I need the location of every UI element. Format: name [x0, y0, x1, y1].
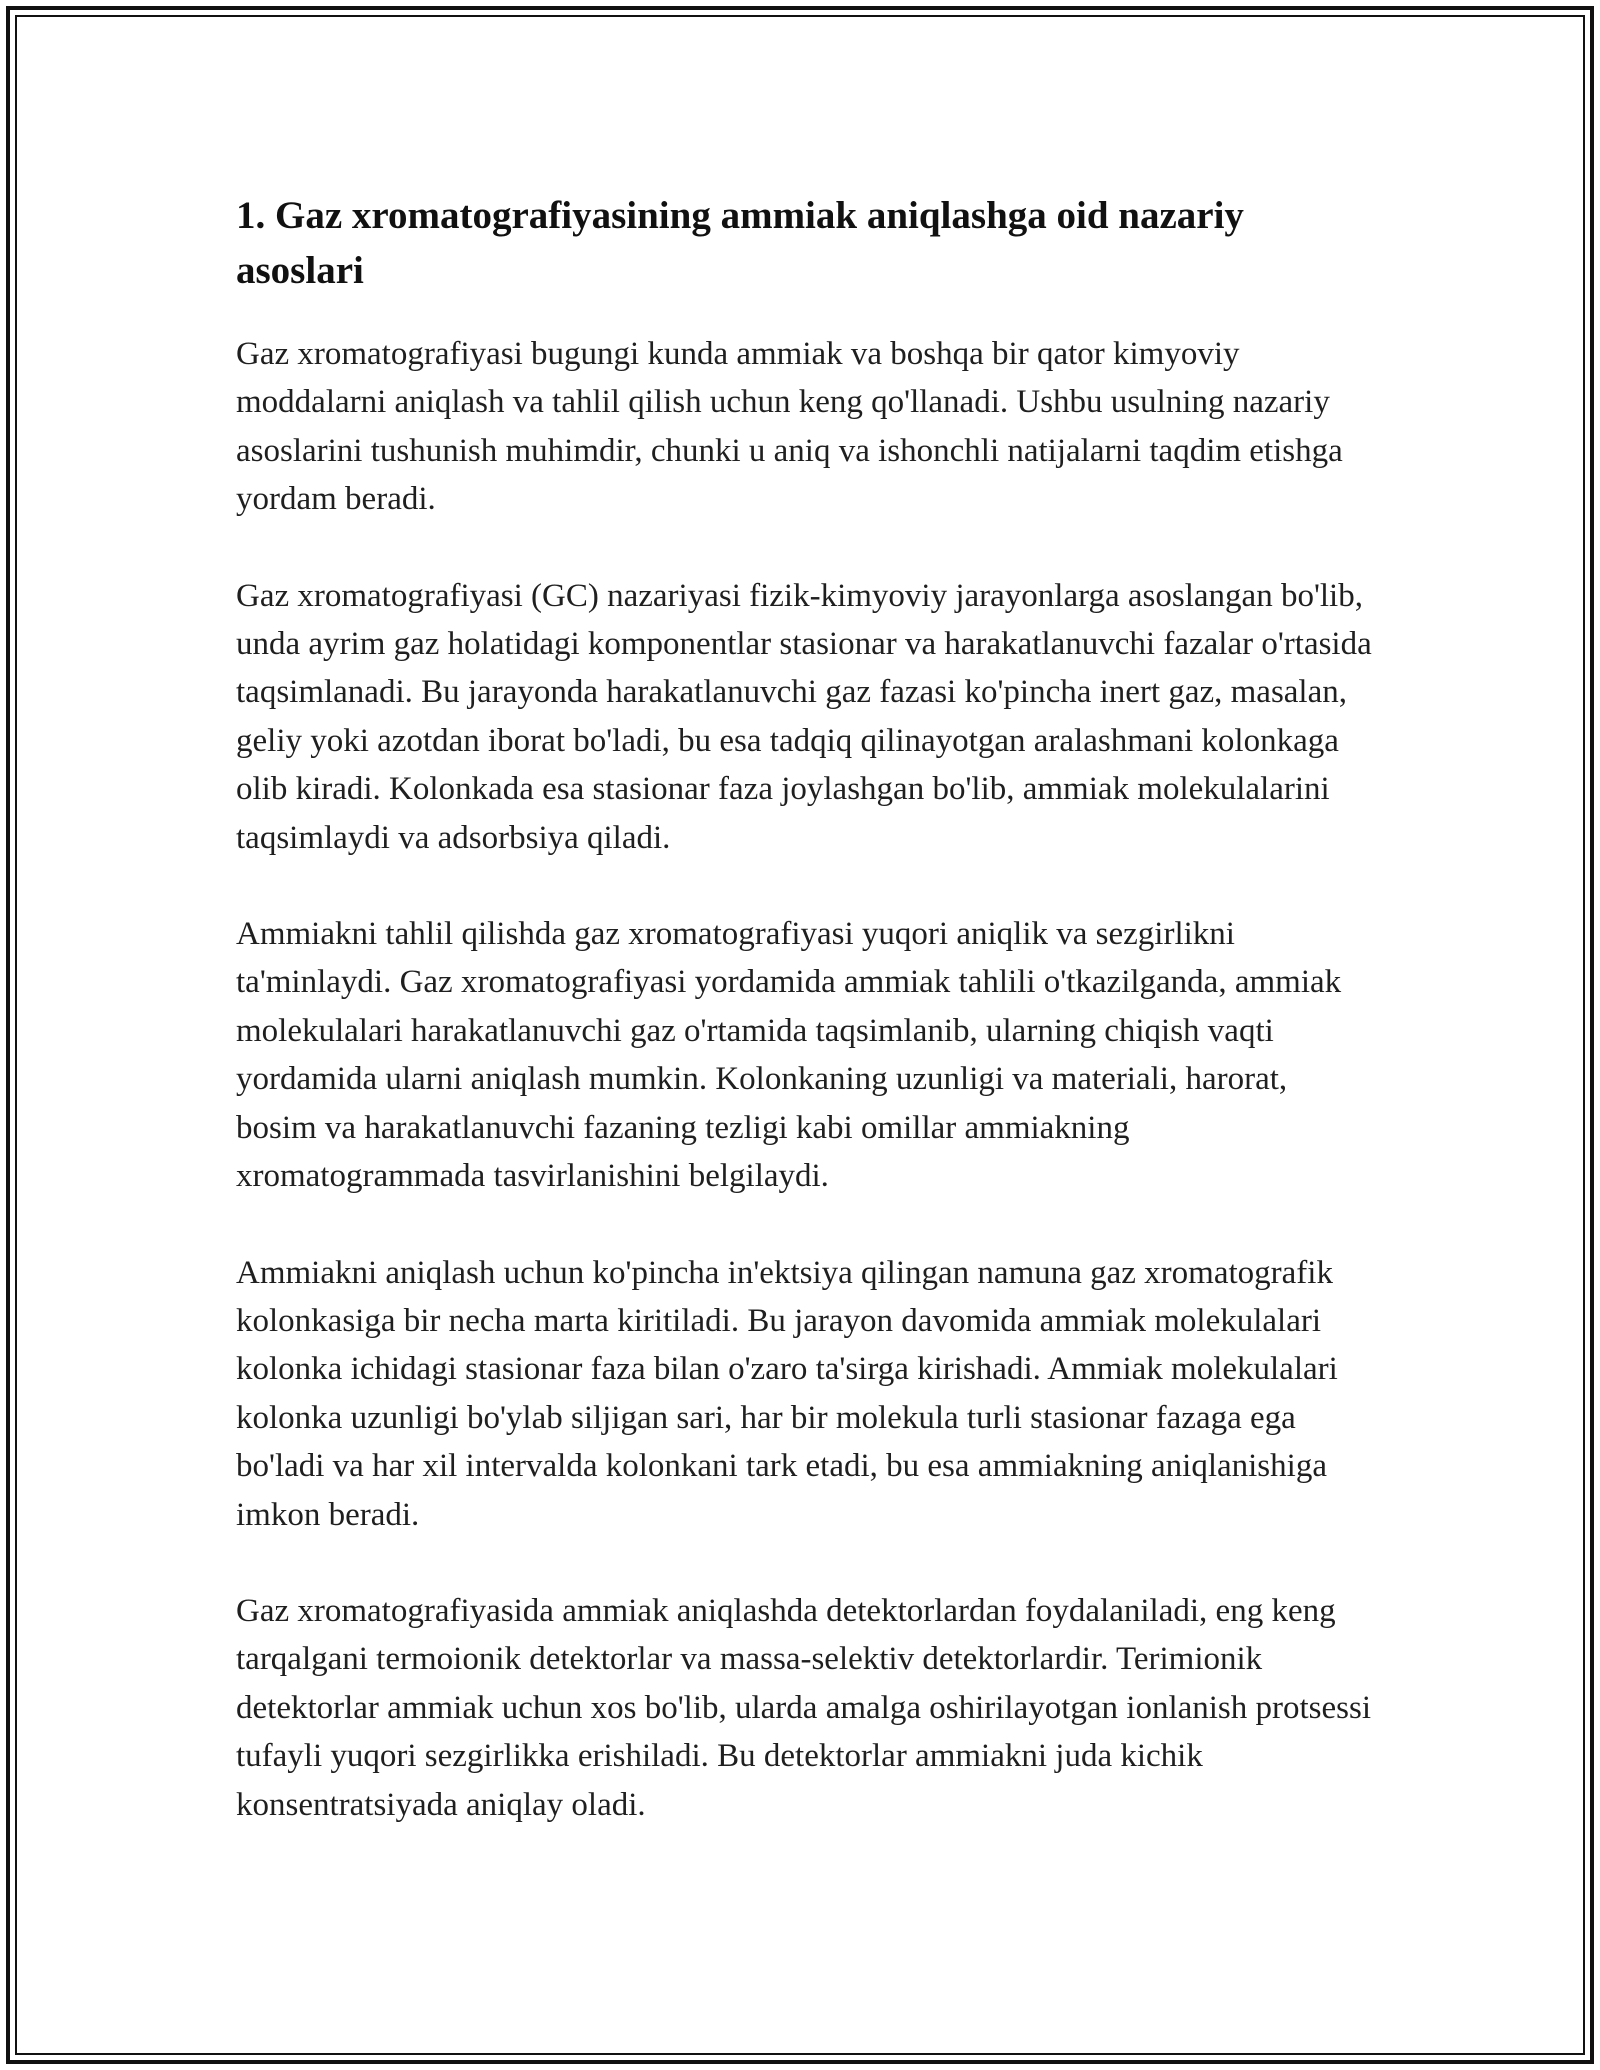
paragraph-ammonia-analysis: Ammiakni tahlil qilishda gaz xromatografiyasi yuqori aniqlik va sezgirlikni ta'minlaydi. Gaz xromatografiyasi yordamida ammiak tahlili o'tkazilganda, ammiak molekulalari harakatlanuvchi gaz o'rtamida taqsimlanib, ularning chiqish vaqti yordamida ularni aniqlash mumkin. Kolonkaning uzunligi va materiali, harorat, bosim va harakatlanuvchi fazaning tezligi kabi omillar ammiakning xromatogrammada tasvirlanishini belgilaydi.	[236, 916, 1342, 1195]
document-body	[236, 188, 1376, 1877]
paragraph-gc-theory: Gaz xromatografiyasi (GC) nazariyasi fizik-kimyoviy jarayonlarga asoslangan bo'lib, unda ayrim gaz holatidagi komponentlar stasionar va harakatlanuvchi fazalar o'rtasida taqsimlanadi. Bu jarayonda harakatlanuvchi gaz fazasi ko'pincha inert gaz, masalan, geliy yoki azotdan iborat bo'ladi, bu esa tadqiq qilinayotgan aralashmani kolonkaga olib kiradi. Kolonkada esa stasionar faza joylashgan bo'lib, ammiak molekulalarini taqsimlaydi va adsorbsiya qiladi.	[236, 577, 1372, 856]
paragraph-injection: Ammiakni aniqlash uchun ko'pincha in'ektsiya qilingan namuna gaz xromatografik kolonkasiga bir necha marta kiritiladi. Bu jarayon davomida ammiak molekulalari kolonka ichidagi stasionar faza bilan o'zaro ta'sirga kirishadi. Ammiak molekulalari kolonka uzunligi bo'ylab siljigan sari, har bir molekula turli stasionar fazaga ega bo'ladi va har xil intervalda kolonkani tark etadi, bu esa ammiakning aniqlanishiga imkon beradi.	[236, 1254, 1338, 1533]
paragraph-intro: Gaz xromatografiyasi bugungi kunda ammiak va boshqa bir qator kimyoviy moddalarni aniqlash va tahlil qilish uchun keng qo'llanadi. Ushbu usulning nazariy asoslarini tushunish muhimdir, chunki u aniq va ishonchli natijalarni taqdim etishga yordam beradi.	[236, 336, 1343, 518]
section-title: 1. Gaz xromatografiyasining ammiak aniqlashga oid nazariy asoslari	[236, 194, 1244, 292]
paragraph-detectors: Gaz xromatografiyasida ammiak aniqlashda detektorlardan foydalaniladi, eng keng tarqalgani termoionik detektorlar va massa-selektiv detektorlardir. Terimionik detektorlar ammiak uchun xos bo'lib, ularda amalga oshirilayotgan ionlanish protsessi tufayli yuqori sezgirlikka erishiladi. Bu detektorlar ammiakni juda kichik konsentratsiyada aniqlay oladi.	[236, 1592, 1372, 1823]
